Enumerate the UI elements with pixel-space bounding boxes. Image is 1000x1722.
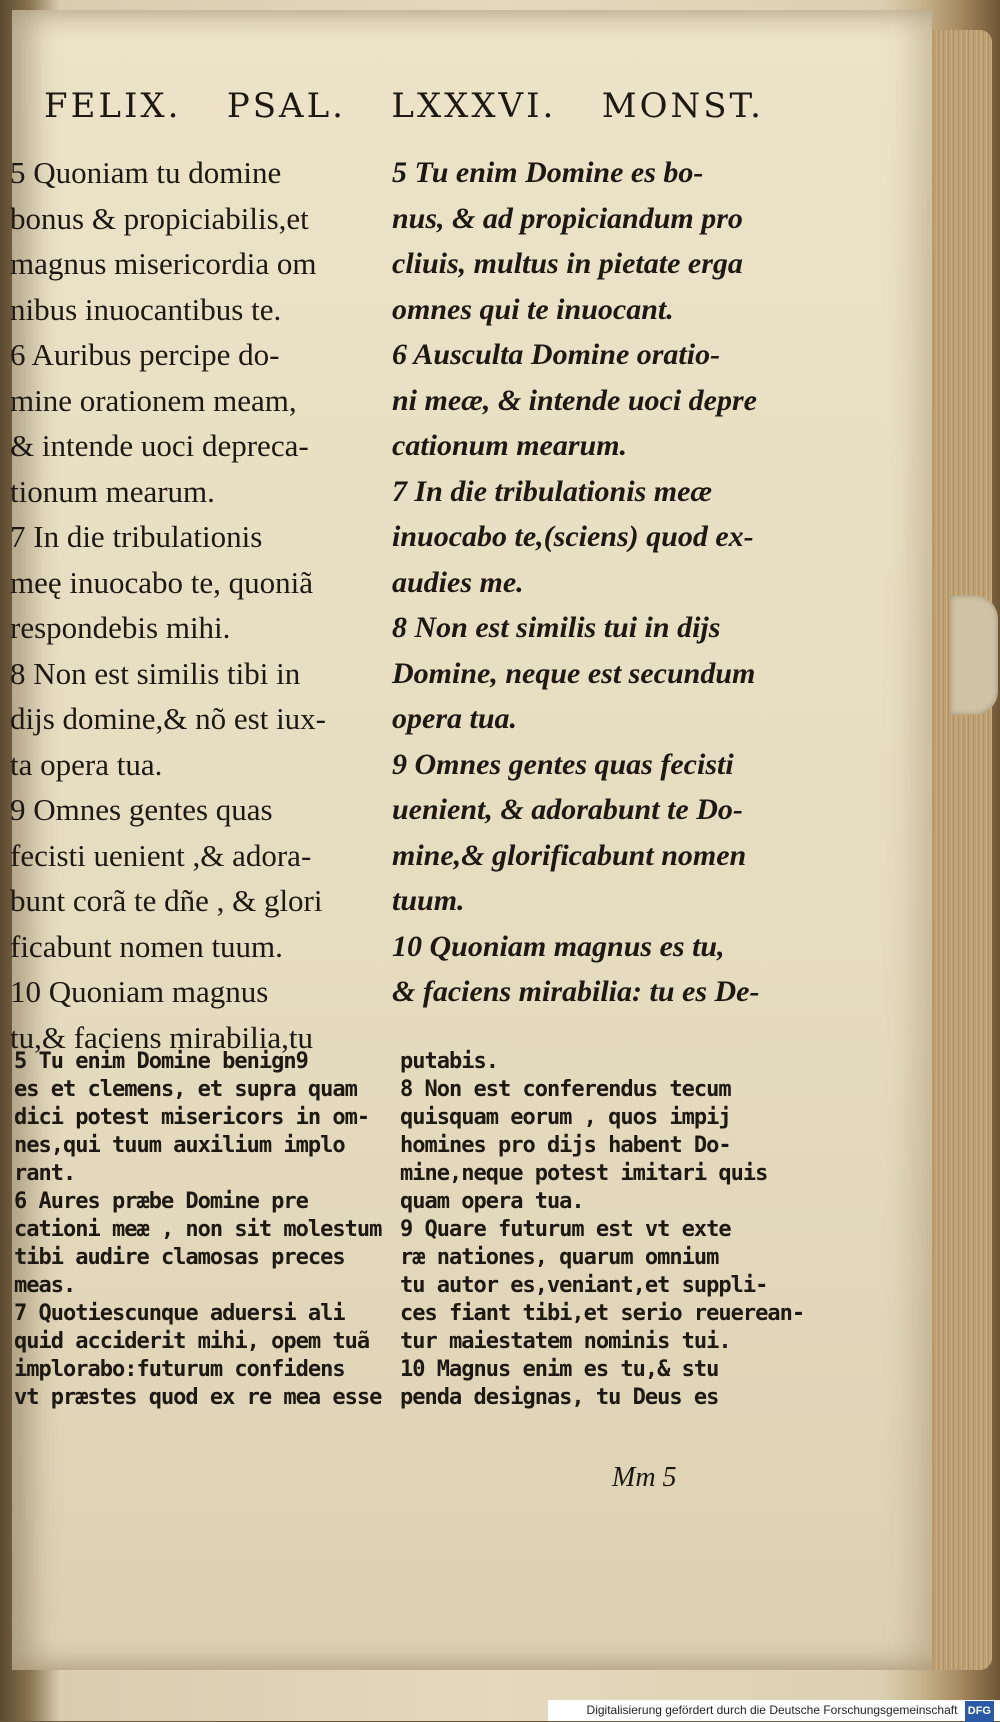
text-line: 7 In die tribulationis <box>10 519 263 554</box>
running-head <box>44 86 764 126</box>
note-line: homines pro dijs habent Do- <box>400 1133 731 1158</box>
text-line: cationum mearum. <box>392 429 628 462</box>
text-line: cliuis, multus in pietate erga <box>392 247 743 280</box>
text-line: bunt corã te dñe , & glori <box>10 883 323 918</box>
text-line: 6 Ausculta Domine oratio- <box>392 338 721 371</box>
note-line: meas. <box>14 1273 76 1298</box>
text-line: 5 Tu enim Domine es bo- <box>392 156 704 189</box>
text-line: opera tua. <box>392 702 518 735</box>
text-line: ficabunt nomen tuum. <box>10 928 283 964</box>
note-line: tur maiestatem nominis tui. <box>400 1329 731 1354</box>
footer-text: Digitalisierung gefördert durch die Deutsche Forschungsgemeinschaft <box>586 1703 958 1717</box>
page-tab-marker <box>950 595 998 715</box>
signature-mark: Mm 5 <box>612 1462 677 1493</box>
note-line: quisquam eorum , quos impij <box>400 1105 731 1130</box>
text-line: meę inuocabo te, quoniã <box>10 564 314 600</box>
note-line: es et clemens, et supra quam <box>14 1077 357 1102</box>
note-line: dici potest misericors in om- <box>14 1105 370 1130</box>
note-line: 8 Non est conferendus tecum <box>400 1077 731 1102</box>
note-line: quid acciderit mihi, opem tuã <box>14 1329 370 1354</box>
footer-banner <box>548 1700 1000 1721</box>
note-line: nes,qui tuum auxilium implo <box>14 1133 345 1158</box>
note-line: 9 Quare futurum est vt exte <box>400 1217 731 1242</box>
text-line: nibus inuocantibus te. <box>10 291 282 327</box>
note-line: quam opera tua. <box>400 1189 584 1214</box>
note-line: rant. <box>14 1161 76 1186</box>
text-line: ta opera tua. <box>10 746 163 782</box>
note-line: cationi meæ , non sit molestum <box>14 1217 382 1242</box>
text-line: omnes qui te inuocant. <box>392 292 674 326</box>
text-line: tionum mearum. <box>10 473 215 509</box>
dfg-logo: DFG <box>965 1701 994 1722</box>
commentary-right <box>400 1048 830 1412</box>
text-line: 6 Auribus percipe do- <box>10 337 280 372</box>
text-line: uenient, & adorabunt te Do- <box>392 793 743 826</box>
note-line: vt præstes quod ex re mea esse <box>14 1385 382 1410</box>
text-line: bonus & propiciabilis,et <box>10 200 309 236</box>
running-head-left: FELIX. <box>44 86 182 126</box>
text-line: Domine, neque est secundum <box>392 656 756 690</box>
text-line: respondebis mihi. <box>10 610 231 645</box>
text-line: 8 Non est similis tibi in <box>10 655 301 691</box>
note-line: 10 Magnus enim es tu,& stu <box>400 1357 719 1382</box>
text-line: 8 Non est similis tui in dijs <box>392 611 721 644</box>
running-head-number: LXXXVI. <box>391 86 557 126</box>
text-line: 10 Quoniam magnus es tu, <box>392 929 725 963</box>
text-line: inuocabo te,(sciens) quod ex- <box>392 520 754 553</box>
note-line: tibi audire clamosas preces <box>14 1245 345 1270</box>
note-line: ces fiant tibi,et serio reuerean- <box>400 1301 805 1326</box>
text-line: 9 Omnes gentes quas <box>10 792 273 827</box>
note-line: mine,neque potest imitari quis <box>400 1161 768 1186</box>
text-line: audies me. <box>392 565 524 599</box>
latin-text-column-left <box>10 150 400 1060</box>
text-line: & intende uoci depreca- <box>10 428 309 463</box>
text-line: magnus misericordia om <box>10 246 317 281</box>
text-line: 10 Quoniam magnus <box>10 974 269 1009</box>
text-line: tu,& faciens mirabilia,tu <box>10 1019 314 1055</box>
text-line: 9 Omnes gentes quas fecisti <box>392 747 734 781</box>
note-line: tu autor es,veniant,et suppli- <box>400 1273 768 1298</box>
latin-text-column-right <box>392 150 812 1015</box>
text-line: & faciens mirabilia: tu es De- <box>392 975 760 1008</box>
text-line: mine orationem meam, <box>10 382 297 418</box>
text-line: 5 Quoniam tu domine <box>10 155 282 190</box>
note-line: 6 Aures præbe Domine pre <box>14 1189 308 1214</box>
running-head-right: MONST. <box>601 86 764 126</box>
text-line: mine,& glorificabunt nomen <box>392 838 747 872</box>
note-line: putabis. <box>400 1049 498 1074</box>
note-line: 5 Tu enim Domine benign9 <box>14 1049 308 1074</box>
commentary-left <box>14 1048 394 1412</box>
note-line: penda designas, tu Deus es <box>400 1385 719 1410</box>
text-line: 7 In die tribulationis meæ <box>392 474 713 508</box>
note-line: implorabo:futurum confidens <box>14 1357 345 1382</box>
book-fore-edge <box>930 30 992 1670</box>
text-line: nus, & ad propiciandum pro <box>392 201 743 235</box>
text-line: ni meæ, & intende uoci depre <box>392 383 757 417</box>
text-line: tuum. <box>392 884 465 917</box>
note-line: ræ nationes, quarum omnium <box>400 1245 719 1270</box>
text-line: dijs domine,& nõ est iux- <box>10 701 327 736</box>
note-line: 7 Quotiescunque aduersi ali <box>14 1301 345 1326</box>
running-head-psal: PSAL. <box>226 86 346 126</box>
text-line: fecisti uenient ,& adora- <box>10 837 312 873</box>
